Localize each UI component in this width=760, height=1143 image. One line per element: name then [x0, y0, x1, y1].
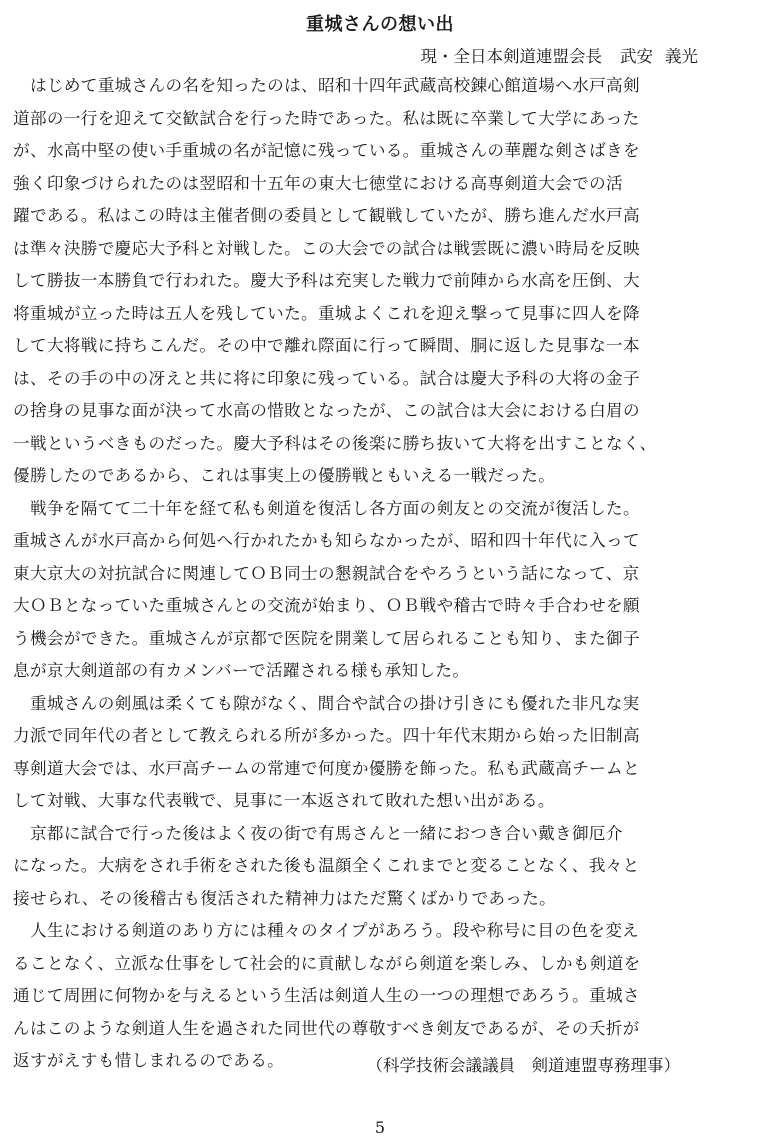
- author-given-name: 義光: [665, 47, 698, 66]
- body-line: 返すがえすも惜しまれるのである。: [13, 1051, 285, 1070]
- body-line: 人生における剣道のあり方には種々のタイプがあろう。段や称号に目の色を変え: [13, 921, 640, 940]
- body-line: 大ＯＢとなっていた重城さんとの交流が始まり、ＯＢ戦や稽古で時々手合わせを願: [13, 596, 640, 615]
- article-title: 重城さんの想い出: [306, 14, 454, 35]
- body-line: は、その手の中の冴えと共に将に印象に残っている。試合は慶大予科の大将の金子: [13, 368, 640, 388]
- body-line: 専剣道大会では、水戸高チームの常連で何度か優勝を飾った。私も武蔵高チームと: [13, 758, 640, 778]
- body-line: 強く印象づけられたのは翌昭和十五年の東大七徳堂における高専剣道大会での活: [13, 173, 623, 193]
- author-affiliation-note: （科学技術会議議員 剣道連盟専務理事）: [366, 1056, 680, 1075]
- author-line: [421, 43, 699, 67]
- body-line: 接せられ、その後稽古も復活された精神力はただ驚くばかりであった。: [13, 888, 557, 908]
- body-line: 重城さんの剣風は柔くても隙がなく、間合や試合の掛け引きにも優れた非凡な実: [13, 693, 640, 713]
- body-line: して勝抜一本勝負で行われた。慶大予科は充実した戦力で前陣から水高を圧倒、大: [13, 271, 640, 290]
- body-line: 道部の一行を迎えて交歓試合を行った時であった。私は既に卒業して大学にあった: [13, 108, 640, 128]
- body-line: 優勝したのであるから、これは事実上の優勝戦ともいえる一戦だった。: [13, 466, 556, 485]
- body-line: して大将戦に持ちこんだ。その中で離れ際面に行って瞬間、胴に返した見事な一本: [13, 336, 640, 355]
- body-line: 一戦というべきものだった。慶大予科はその後楽に勝ち抜いて大将を出すことなく、: [13, 433, 657, 453]
- body-line: は準々決勝で慶応大予科と対戦した。この大会での試合は戦雲既に濃い時局を反映: [13, 238, 640, 258]
- article-body: [13, 70, 689, 1078]
- body-line: 京都に試合で行った後はよく夜の街で有馬さんと一緒におつき合い戴き御厄介: [13, 823, 623, 843]
- body-line: 戦争を隔てて二十年を経て私も剣道を復活し各方面の剣友との交流が復活した。: [13, 498, 640, 518]
- body-line: 重城さんが水戸高から何処へ行かれたかも知らなかったが、昭和四十年代に入って: [13, 531, 640, 550]
- body-line: 息が京大剣道部の有カメンバーで活躍される様も承知した。: [13, 661, 470, 680]
- body-line: はじめて重城さんの名を知ったのは、昭和十四年武蔵高校錬心館道場へ水戸高剣: [13, 76, 640, 95]
- body-line: 通じて周囲に何物かを与えるという生活は剣道人生の一つの理想であろう。重城さ: [13, 986, 640, 1005]
- body-line: んはこのような剣道人生を過された同世代の尊敬すべき剣友であるが、その夭折が: [13, 1018, 640, 1038]
- author-title: 現・全日本剣道連盟会長: [420, 47, 602, 66]
- body-line: になった。大病をされ手術をされた後も温顔全くこれまでと変ることなく、我々と: [13, 856, 640, 875]
- body-line: 躍である。私はこの時は主催者側の委員として観戦していたが、勝ち進んだ水戸高: [13, 206, 640, 225]
- body-line: の捨身の見事な面が決って水高の惜敗となったが、この試合は大会における白眉の: [13, 401, 640, 420]
- body-line: して対戦、大事な代表戦で、見事に一本返されて敗れた想い出がある。: [13, 791, 555, 810]
- body-line: が、水高中堅の使い手重城の名が記憶に残っている。重城さんの華麗な剣さばきを: [13, 141, 640, 160]
- body-line: ることなく、立派な仕事をして社会的に貢献しながら剣道を楽しみ、しかも剣道を: [13, 953, 641, 973]
- body-line: 東大京大の対抗試合に関連してＯＢ同士の懇親試合をやろうという話になって、京: [13, 563, 640, 583]
- author-family-name: 武安: [620, 47, 653, 66]
- page-number: 5: [374, 1118, 386, 1137]
- body-line: う機会ができた。重城さんが京都で医院を開業して居られることも知り、また御子: [13, 628, 640, 648]
- body-line: 力派で同年代の者として教えられる所が多かった。四十年代末期から始った旧制高: [13, 726, 640, 745]
- body-line: 将重城が立った時は五人を残していた。重城よくこれを迎え撃って見事に四人を降: [13, 303, 640, 323]
